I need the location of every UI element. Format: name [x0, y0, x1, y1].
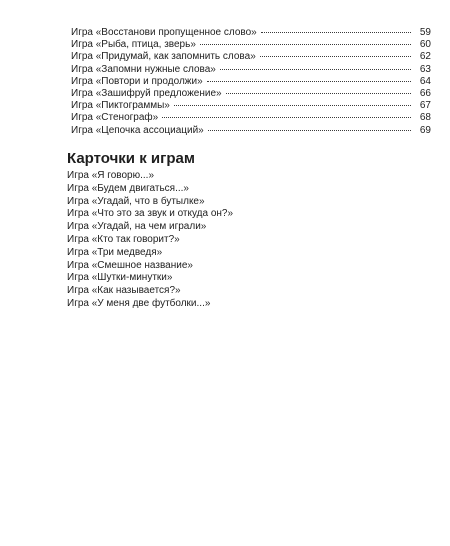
toc-entry-title: Игра «Запомни нужные слова»	[71, 63, 216, 75]
toc-entry	[71, 88, 431, 100]
toc-entry-page: 62	[419, 51, 431, 63]
toc-entry-title: Игра «Рыба, птица, зверь»	[71, 39, 196, 51]
toc-dot-leader	[226, 93, 411, 94]
card-list-item: Игра «Угадай, что в бутылке»	[67, 195, 205, 207]
toc-dot-leader	[260, 56, 411, 57]
toc-entry-page: 69	[419, 124, 431, 136]
toc-entry-page: 63	[419, 63, 431, 75]
toc-entry-title: Игра «Повтори и продолжи»	[71, 75, 203, 87]
cards-list	[67, 170, 233, 311]
card-list-item: Игра «Кто так говорит?»	[67, 233, 180, 245]
toc-entry	[71, 39, 431, 51]
card-list-item: Игра «Три медведя»	[67, 246, 163, 258]
card-list-item: Игра «Что это за звук и откуда он?»	[67, 208, 234, 220]
toc-entry-page: 60	[419, 39, 431, 51]
toc-entry-title: Игра «Стенограф»	[71, 112, 159, 124]
toc-dot-leader	[162, 117, 411, 118]
toc-entry	[71, 100, 431, 112]
toc-dot-leader	[261, 32, 411, 33]
card-list-item: Игра «Шутки-минутки»	[67, 272, 173, 284]
toc-dot-leader	[207, 81, 411, 82]
toc-entry-page: 59	[419, 27, 431, 38]
toc-dot-leader	[174, 105, 411, 106]
toc-entry-title: Игра «Восстанови пропущенное слово»	[71, 27, 257, 38]
toc-entry-title: Игра «Пиктограммы»	[71, 100, 170, 112]
toc-entry	[71, 112, 431, 124]
toc-entry	[71, 125, 431, 137]
card-list-item: Игра «У меня две футболки...»	[67, 297, 211, 309]
card-list-item: Игра «Как называется?»	[67, 285, 181, 297]
toc-entry	[71, 51, 431, 63]
toc-dot-leader	[220, 69, 411, 70]
toc-dot-leader	[208, 130, 411, 131]
toc-entry-title: Игра «Зашифруй предложение»	[71, 87, 222, 99]
toc-entry-page: 66	[419, 87, 431, 99]
toc-entry-page: 68	[419, 112, 431, 124]
section-heading: Карточки к играм	[67, 150, 195, 167]
toc-entry	[71, 64, 431, 76]
toc-entry-title: Игра «Придумай, как запомнить слова»	[71, 51, 256, 63]
toc-dot-leader	[200, 44, 411, 45]
card-list-item: Игра «Я говорю...»	[67, 170, 155, 181]
table-of-contents	[71, 27, 431, 137]
card-list-item: Игра «Смешное название»	[67, 259, 193, 271]
toc-entry	[71, 76, 431, 88]
toc-entry	[71, 27, 431, 39]
toc-entry-page: 64	[419, 75, 431, 87]
card-list-item: Игра «Угадай, на чем играли»	[67, 221, 207, 233]
toc-entry-title: Игра «Цепочка ассоциаций»	[71, 124, 204, 136]
card-list-item: Игра «Будем двигаться...»	[67, 182, 189, 194]
toc-entry-page: 67	[419, 100, 431, 112]
